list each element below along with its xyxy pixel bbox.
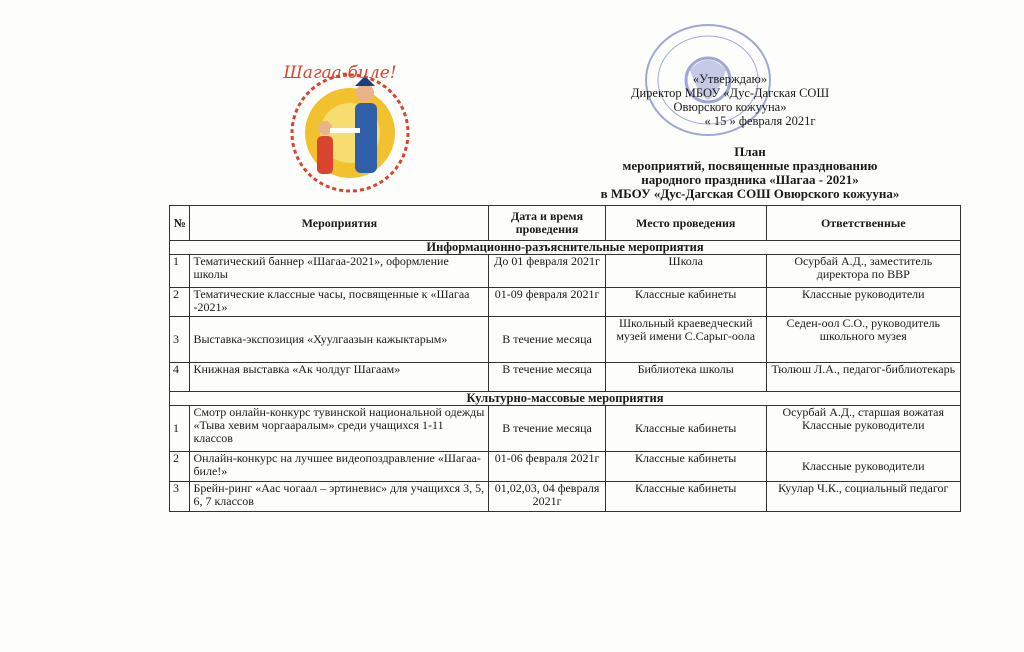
row-event: Выставка-экспозиция «Хуулгаазын кажыктарым» [190, 317, 489, 363]
table-row [170, 406, 961, 452]
row-responsible: Классные руководители [766, 452, 960, 482]
table-header [170, 206, 961, 241]
table-row [170, 363, 961, 392]
header-place: Место проведения [605, 206, 766, 241]
approval-date: « 15 » февраля 2021г [704, 114, 816, 128]
header-responsible: Ответственные [766, 206, 960, 241]
row-event: Брейн-ринг «Аас чогаал – эртиневис» для учащихся 3, 5, 6, 7 классов [190, 482, 489, 512]
document-title [470, 145, 1024, 201]
row-num: 1 [170, 255, 190, 288]
row-place: Классные кабинеты [605, 406, 766, 452]
row-responsible: Классные руководители [766, 288, 960, 317]
approval-director: Директор МБОУ «Дус-Дагская СОШ [630, 86, 830, 100]
row-num: 2 [170, 288, 190, 317]
row-date: В течение месяца [489, 317, 606, 363]
row-responsible: Седен-оол С.О., руководитель школьного музея [766, 317, 960, 363]
row-num: 4 [170, 363, 190, 392]
header-date: Дата и время проведения [489, 206, 606, 241]
row-date: 01-09 февраля 2021г [489, 288, 606, 317]
row-num: 3 [170, 317, 190, 363]
shagaa-logo [255, 48, 425, 198]
row-event: Книжная выставка «Ак чолдуг Шагаам» [190, 363, 489, 392]
row-place: Школа [605, 255, 766, 288]
row-place: Классные кабинеты [605, 452, 766, 482]
row-responsible: Куулар Ч.К., социальный педагог [766, 482, 960, 512]
table-row [170, 452, 961, 482]
table-row [170, 255, 961, 288]
title-line-1: План [734, 144, 766, 159]
row-num: 3 [170, 482, 190, 512]
row-place: Классные кабинеты [605, 288, 766, 317]
title-line-3: народного праздника «Шагаа - 2021» [641, 172, 859, 187]
table-row [170, 317, 961, 363]
section-row [170, 392, 961, 406]
row-date: В течение месяца [489, 363, 606, 392]
row-date: До 01 февраля 2021г [489, 255, 606, 288]
approval-heading: «Утверждаю» [692, 72, 768, 86]
title-line-2: мероприятий, посвященные празднованию [622, 158, 878, 173]
section-title: Культурно-массовые мероприятия [170, 392, 961, 406]
section-title: Информационно-разъяснительные мероприятия [170, 241, 961, 255]
row-responsible: Осурбай А.Д., старшая вожатая Классные руководители [766, 406, 960, 452]
logo-text: Шагаа-биле! [283, 63, 397, 83]
header-num: № [170, 206, 190, 241]
approval-block [560, 72, 900, 128]
row-num: 1 [170, 406, 190, 452]
events-table [169, 205, 961, 512]
row-place: Библиотека школы [605, 363, 766, 392]
row-date: 01-06 февраля 2021г [489, 452, 606, 482]
row-place: Классные кабинеты [605, 482, 766, 512]
row-event: Смотр онлайн-конкурс тувинской национальной одежды «Тыва хевим чоргааралым» среди учащихся 1-11 классов [190, 406, 489, 452]
row-responsible: Осурбай А.Д., заместитель директора по ВВР [766, 255, 960, 288]
approval-school: Овюрского кожууна» [673, 100, 787, 114]
section-row [170, 241, 961, 255]
row-date: В течение месяца [489, 406, 606, 452]
row-date: 01,02,03, 04 февраля 2021г [489, 482, 606, 512]
row-event: Тематические классные часы, посвященные к «Шагаа -2021» [190, 288, 489, 317]
row-place: Школьный краеведческий музей имени С.Сарыг-оола [605, 317, 766, 363]
row-num: 2 [170, 452, 190, 482]
header-event: Мероприятия [190, 206, 489, 241]
row-responsible: Тюлюш Л.А., педагог-библиотекарь [766, 363, 960, 392]
table-row [170, 288, 961, 317]
row-event: Тематический баннер «Шагаа-2021», оформление школы [190, 255, 489, 288]
table-row [170, 482, 961, 512]
row-event: Онлайн-конкурс на лучшее видеопоздравление «Шагаа-биле!» [190, 452, 489, 482]
title-line-4: в МБОУ «Дус-Дагская СОШ Овюрского кожууна» [600, 186, 900, 201]
